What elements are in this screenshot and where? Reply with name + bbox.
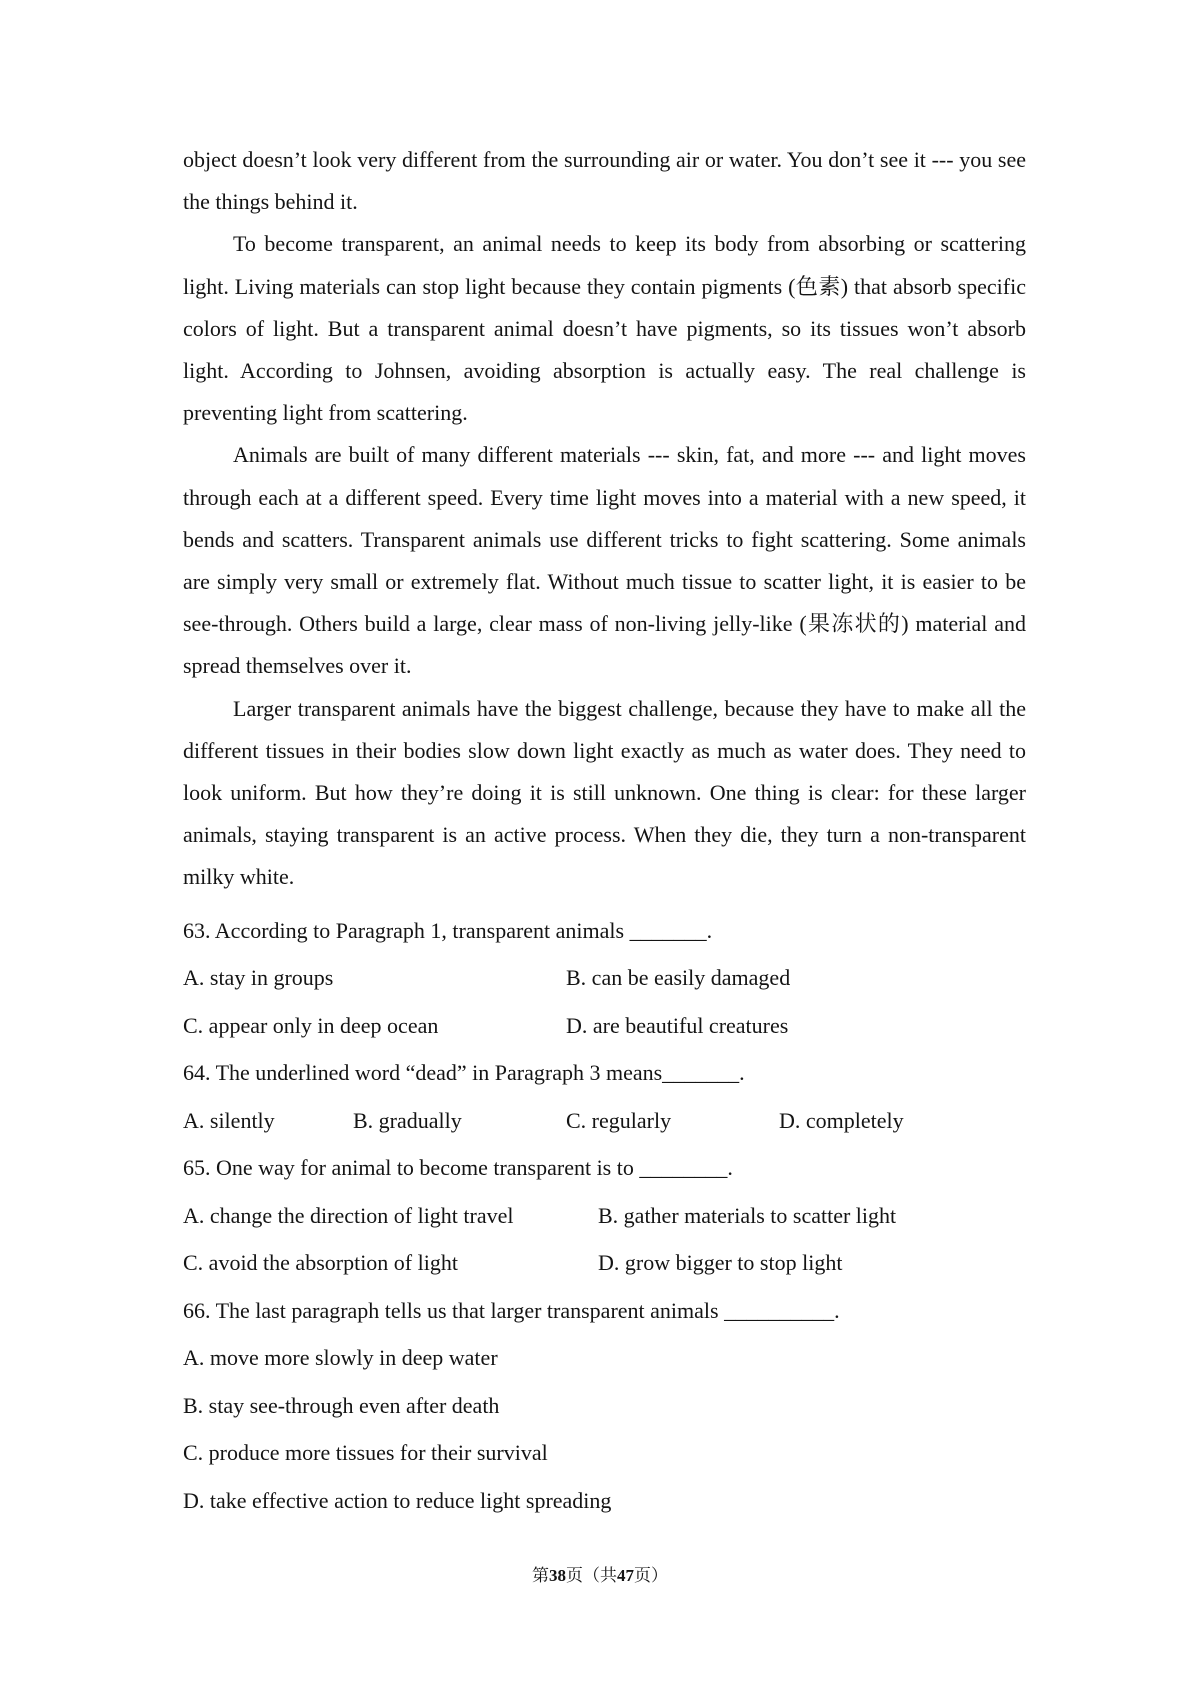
option-d: D. take effective action to reduce light spreading xyxy=(183,1487,612,1513)
option-row xyxy=(183,954,1026,1002)
option-row xyxy=(183,1002,1026,1050)
option-c: C. produce more tissues for their survival xyxy=(183,1440,548,1466)
passage-paragraph: object doesn’t look very different from the surrounding air or water. You don’t see it --- you see the things behind it. xyxy=(183,147,1026,215)
option-d: D. grow bigger to stop light xyxy=(598,1250,843,1276)
option-b: B. can be easily damaged xyxy=(566,965,791,991)
page-content xyxy=(183,139,1026,1524)
option-row xyxy=(183,1192,1026,1240)
question-stem: 64. The underlined word “dead” in Paragraph 3 means_______. xyxy=(183,1060,745,1086)
option-b: B. gradually xyxy=(353,1107,462,1133)
footer-middle: 页（共 xyxy=(566,1566,617,1585)
option-c: C. appear only in deep ocean xyxy=(183,1012,439,1038)
option-row xyxy=(183,1239,1026,1287)
option-row xyxy=(183,1382,1026,1430)
question-stem: 66. The last paragraph tells us that larger transparent animals __________. xyxy=(183,1297,840,1323)
passage-paragraph: Larger transparent animals have the biggest challenge, because they have to make all the different tissues in their bodies slow down light exactly as much as water does. They need to look uniform. But how they’re doing it is still unknown. One thing is clear: for these larger animals, staying transparent is an active process. When they die, they turn a non-transparent milky white. xyxy=(183,695,1026,890)
option-c: C. avoid the absorption of light xyxy=(183,1250,458,1276)
question-66 xyxy=(183,1287,1026,1525)
option-b: B. gather materials to scatter light xyxy=(598,1202,897,1228)
footer-total-pages: 47 xyxy=(617,1566,634,1585)
option-a: A. move more slowly in deep water xyxy=(183,1345,498,1371)
option-d: D. are beautiful creatures xyxy=(566,1012,789,1038)
page-footer xyxy=(0,1561,1200,1586)
option-row xyxy=(183,1334,1026,1382)
question-list xyxy=(183,907,1026,1525)
passage-paragraph: Animals are built of many different materials --- skin, fat, and more --- and light moves through each at a different speed. Every time light moves into a material with a new speed, it bends and scatters. Transparent animals use different tricks to fight scattering. Some animals are simply very small or extremely flat. Without much tissue to scatter light, it is easier to be see-through. Others build a large, clear mass of non-living jelly-like (果冻状的) material and spread themselves over it. xyxy=(183,442,1026,679)
option-c: C. regularly xyxy=(566,1107,672,1133)
option-a: A. change the direction of light travel xyxy=(183,1202,514,1228)
question-65 xyxy=(183,1144,1026,1287)
passage-paragraph: To become transparent, an animal needs to keep its body from absorbing or scattering light. Living materials can stop light because they contain pigments (色素) that absorb specific colors of light. But a transparent animal doesn’t have pigments, so its tissues won’t absorb light. According to Johnsen, avoiding absorption is actually easy. The real challenge is preventing light from scattering. xyxy=(183,231,1026,426)
option-b: B. stay see-through even after death xyxy=(183,1392,500,1418)
question-stem: 63. According to Paragraph 1, transparent animals _______. xyxy=(183,917,713,943)
footer-prefix: 第 xyxy=(532,1566,549,1585)
question-stem: 65. One way for animal to become transparent is to ________. xyxy=(183,1155,733,1181)
option-a: A. stay in groups xyxy=(183,965,334,991)
option-row xyxy=(183,1429,1026,1477)
question-64 xyxy=(183,1049,1026,1144)
option-a: A. silently xyxy=(183,1107,275,1133)
option-row xyxy=(183,1097,1026,1145)
footer-suffix: 页） xyxy=(634,1566,668,1585)
option-d: D. completely xyxy=(779,1107,904,1133)
option-row xyxy=(183,1477,1026,1525)
footer-page-number: 38 xyxy=(549,1566,566,1585)
question-63 xyxy=(183,907,1026,1050)
